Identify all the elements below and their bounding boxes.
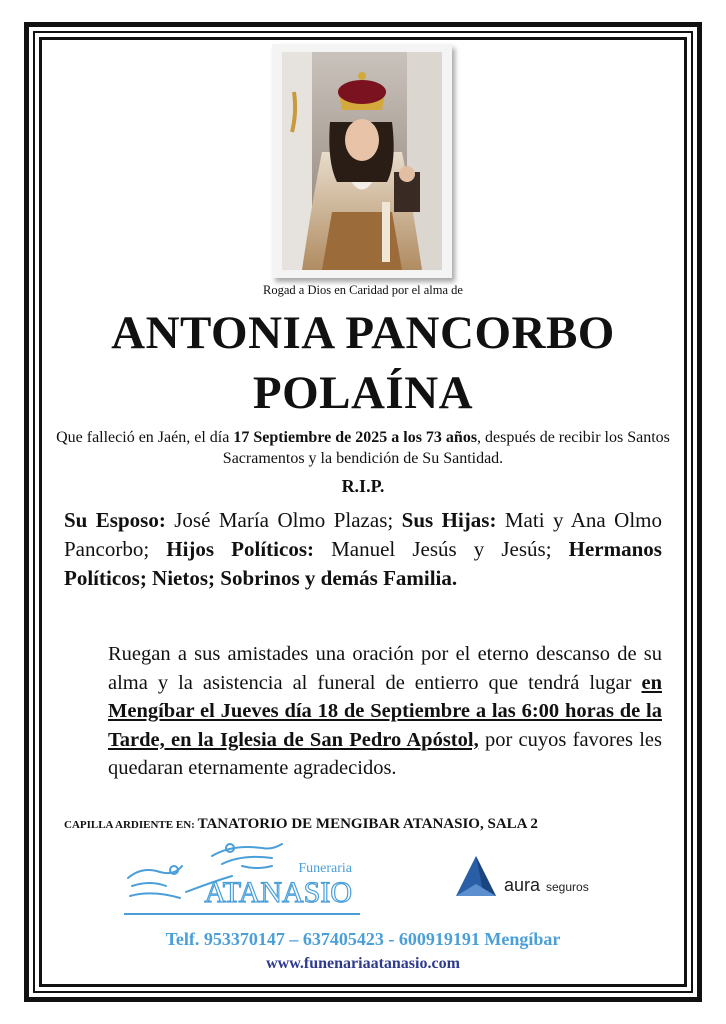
death-notice — [50, 427, 676, 469]
deceased-name-line1: ANTONIA PANCORBO — [111, 307, 615, 359]
contact-phones: Telf. 953370147 – 637405423 - 600919191 Mengíbar — [165, 929, 561, 949]
funeral-invitation — [108, 640, 662, 783]
family-value-inlaws: Manuel Jesús y Jesús; — [314, 537, 569, 561]
chapel-info — [64, 816, 538, 833]
chapel-prefix: CAPILLA ARDIENTE EN: — [64, 819, 198, 831]
chapel-room: , SALA 2 — [479, 816, 538, 832]
prayer-intro: Rogad a Dios en Caridad por el alma de — [263, 283, 463, 297]
family-others: Hermanos Políticos; Nietos; Sobrinos y demás Familia. — [64, 537, 662, 590]
family-value-daughters: Mati y Ana Olmo Pancorbo; — [64, 508, 663, 561]
funeraria-atanasio-logo — [122, 836, 362, 920]
invite-text-2: por cuyos favores les quedaran eternamente agradecidos. — [108, 728, 662, 779]
family-key-spouse: Su Esposo: — [64, 508, 166, 532]
seguros-label: seguros — [546, 880, 589, 894]
death-text-2: , después de recibir los Santos Sacramentos y la bendición de Su Santidad. — [222, 429, 670, 467]
atanasio-label: ATANASIO — [204, 876, 352, 909]
website-link[interactable]: www.funenariaatanasio.com — [266, 955, 460, 972]
virgin-photo — [272, 44, 452, 278]
family-key-daughters: Sus Hijas: — [401, 508, 497, 532]
chapel-place: TANATORIO DE MENGIBAR — [197, 816, 404, 832]
death-date-age: 17 Septiembre de 2025 a los 73 años — [233, 429, 478, 446]
deceased-name-line2: POLAÍNA — [252, 367, 474, 419]
aura-seguros-logo — [452, 854, 622, 904]
rip-text: R.I.P. — [341, 476, 385, 496]
family-value-spouse: José María Olmo Plazas; — [165, 508, 402, 532]
chapel-brand: ATANASIO — [403, 816, 480, 832]
death-text-1: Que falleció en Jaén, el día — [56, 429, 234, 446]
family-key-inlaws: Hijos Políticos: — [166, 537, 314, 561]
family-list — [64, 506, 662, 593]
aura-label: aura — [504, 875, 541, 895]
aura-triangle-icon — [456, 856, 496, 896]
funeraria-label: Funeraria — [298, 861, 352, 876]
funeral-details: en Mengíbar el Jueves día 18 de Septiembre a las 6:00 horas de la Tarde, en la Iglesia de San Pedro Apóstol, — [108, 671, 662, 751]
virgin-image-icon — [282, 52, 442, 270]
invite-text-1: Ruegan a sus amistades una oración por el eterno descanso de su alma y la asistencia al funeral de entierro que tendrá lugar — [108, 643, 662, 694]
